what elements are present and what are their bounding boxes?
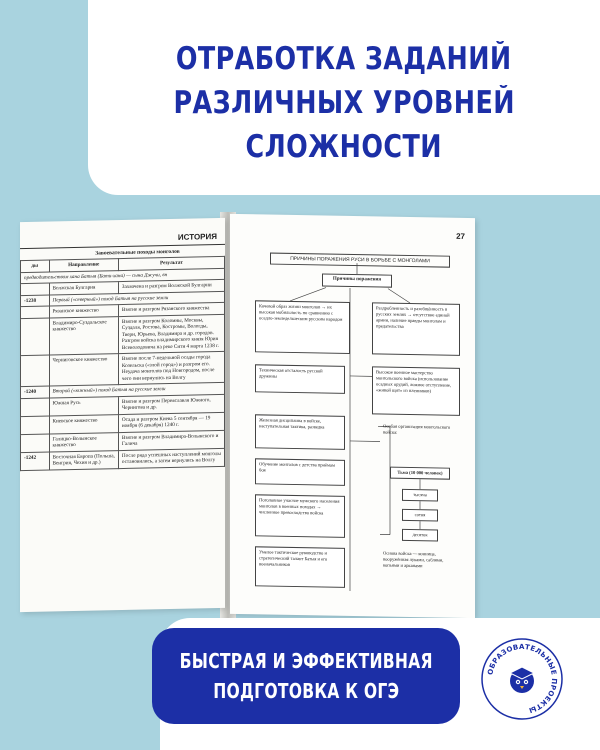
table-cell: Восточная Европа (Польша, Венгрия, Чехия и др.) [49, 450, 118, 469]
table-cell [21, 355, 50, 387]
rank-box: сотня [402, 509, 438, 522]
running-head: ИСТОРИЯ [20, 218, 225, 249]
headline-card [88, 0, 600, 195]
open-book [20, 212, 475, 622]
diagram-box-technical: Техническая отсталость русской дружины [255, 364, 345, 394]
diagram-box-discipline: Железная дисциплина в войске, наступательная тактика, разведка [255, 414, 345, 450]
table-cell: Волжская Булгария [49, 282, 118, 295]
table-cell: Галицко-Волынское княжество [49, 432, 118, 451]
diagram-title: ПРИЧИНЫ ПОРАЖЕНИЯ РУСИ В БОРЬБЕ С МОНГОЛАМИ [270, 253, 450, 268]
right-page [230, 214, 475, 618]
table-cell [21, 283, 50, 295]
table-header-cell: Направление [49, 259, 118, 272]
rank-box: десяток [402, 529, 438, 542]
page-number: 27 [456, 231, 465, 241]
table-cell: Черниговское княжество [49, 354, 118, 386]
headline-line-2: РАЗЛИЧНЫХ УРОВНЕЙ [173, 84, 515, 121]
table-cell: -1242 [21, 452, 50, 471]
diagram-box-nomad: Кочевой образ жизни монголов → их высокая мобильность по сравнению с оседло-земледельческим русским народом [255, 300, 350, 354]
table-cell: Взятие и разгром Переяславля Южного, Чернигова и др. [118, 394, 224, 414]
table-header-cell: Результат [118, 256, 224, 270]
table-cell: предводительством хана Батыя (Батu-хана) — сына Джучи, вн [21, 268, 225, 284]
banner-line-1: БЫСТРАЯ И ЭФФЕКТИВНАЯ [179, 649, 433, 673]
diagram-center-box: Причины поражения [322, 273, 392, 287]
headline-line-1: ОТРАБОТКА ЗАДАНИЙ [176, 40, 512, 77]
diagram-box-training: Обучение монголов с детства приёмам боя [255, 458, 345, 486]
conquest-table [20, 256, 225, 471]
table-cell [21, 398, 50, 417]
bottom-banner [152, 628, 460, 724]
table-row [21, 351, 225, 386]
table-cell: Взятие и разгром Владимира-Волынского и Галича [118, 430, 224, 450]
table-cell: Первый («северный») поход Батыя на русские земли [49, 291, 224, 306]
logo-text: ОБРАЗОВАТЕЛЬНЫЕ ПРОЕКТЫ [486, 642, 559, 715]
table-cell: Осада и разгром Киева 5 сентября — 19 ноября (6 декабря) 1240 г. [118, 412, 224, 432]
table-cell: Рязанское княжество [49, 305, 118, 318]
diagram-box-fragmentation: Раздробленность и разобщённость в русских землях → отсутствие единой армии, наличие правды монголам и предательства [372, 302, 460, 356]
table-cell [21, 318, 50, 356]
table-cell: Взятие после 7-недельной осады города Козельска («злой город») и разгром его. Неудача монголов под Новгородом, после чего они вернулись на Волгу [118, 351, 224, 384]
table-cell: Взятие и разгром Рязанского княжества [118, 302, 224, 316]
table-cell: После ряда успешных наступлений монголы остановились, а затем вернулись на Волгу [118, 448, 224, 468]
table-cell: Южная Русь [49, 396, 118, 415]
table-row [21, 448, 225, 470]
table-cell: Второй («южный») поход Батыя на русские земли [49, 382, 224, 397]
table-cell [21, 306, 50, 318]
diagram-box-basis: Основа войска — конница, вооружённая луками, саблями, копьями и арканами [383, 550, 444, 569]
diagram-box-organization: Особая организация монгольского войска: [383, 423, 451, 435]
rank-box: Тьма (10 000 человек) [390, 467, 450, 480]
diagram-box-service: Поголовное участие мужского населения монголов в военных походах → численное превосходство войска [255, 494, 345, 538]
table-cell: Взятие и разгром Коломны, Москвы, Суздаля, Ростова, Костромы, Вологды, Твери, Юрьева, Владимира и др. городов. Разгром войска владимирского князя Юрия Всеволодовича на реке Сити 4 марта 1238 г. [118, 314, 224, 354]
diagram-box-tactics: Умелое тактическое руководство и стратегический талант Батыя и его военачальников [255, 546, 345, 588]
publisher-logo-icon [480, 637, 564, 721]
table-cell: Захвачена и разгром Волжской Булгарии [118, 279, 224, 293]
headline-line-3: СЛОЖНОСТИ [245, 128, 443, 165]
table-row [21, 314, 225, 356]
banner-line-2: ПОДГОТОВКА К ОГЭ [212, 679, 400, 703]
left-page [20, 218, 225, 612]
diagram-box-mastery: Высокое военное мастерство монгольского войска (использование осадных орудий, ложное отступление, «живой щит» из пленников) [372, 366, 460, 416]
table-cell: -1238 [21, 295, 50, 307]
table-cell: Владимиро-Суздальское княжество [49, 316, 118, 355]
rank-box: тысяча [402, 489, 438, 502]
table-cell [21, 434, 50, 453]
table-cell [21, 416, 50, 435]
table-cell: Киевское княжество [49, 414, 118, 433]
table-header-cell: ды [21, 260, 50, 272]
table-cell: -1240 [21, 386, 50, 398]
table-caption: Завоевательные походы монголов [95, 248, 180, 257]
